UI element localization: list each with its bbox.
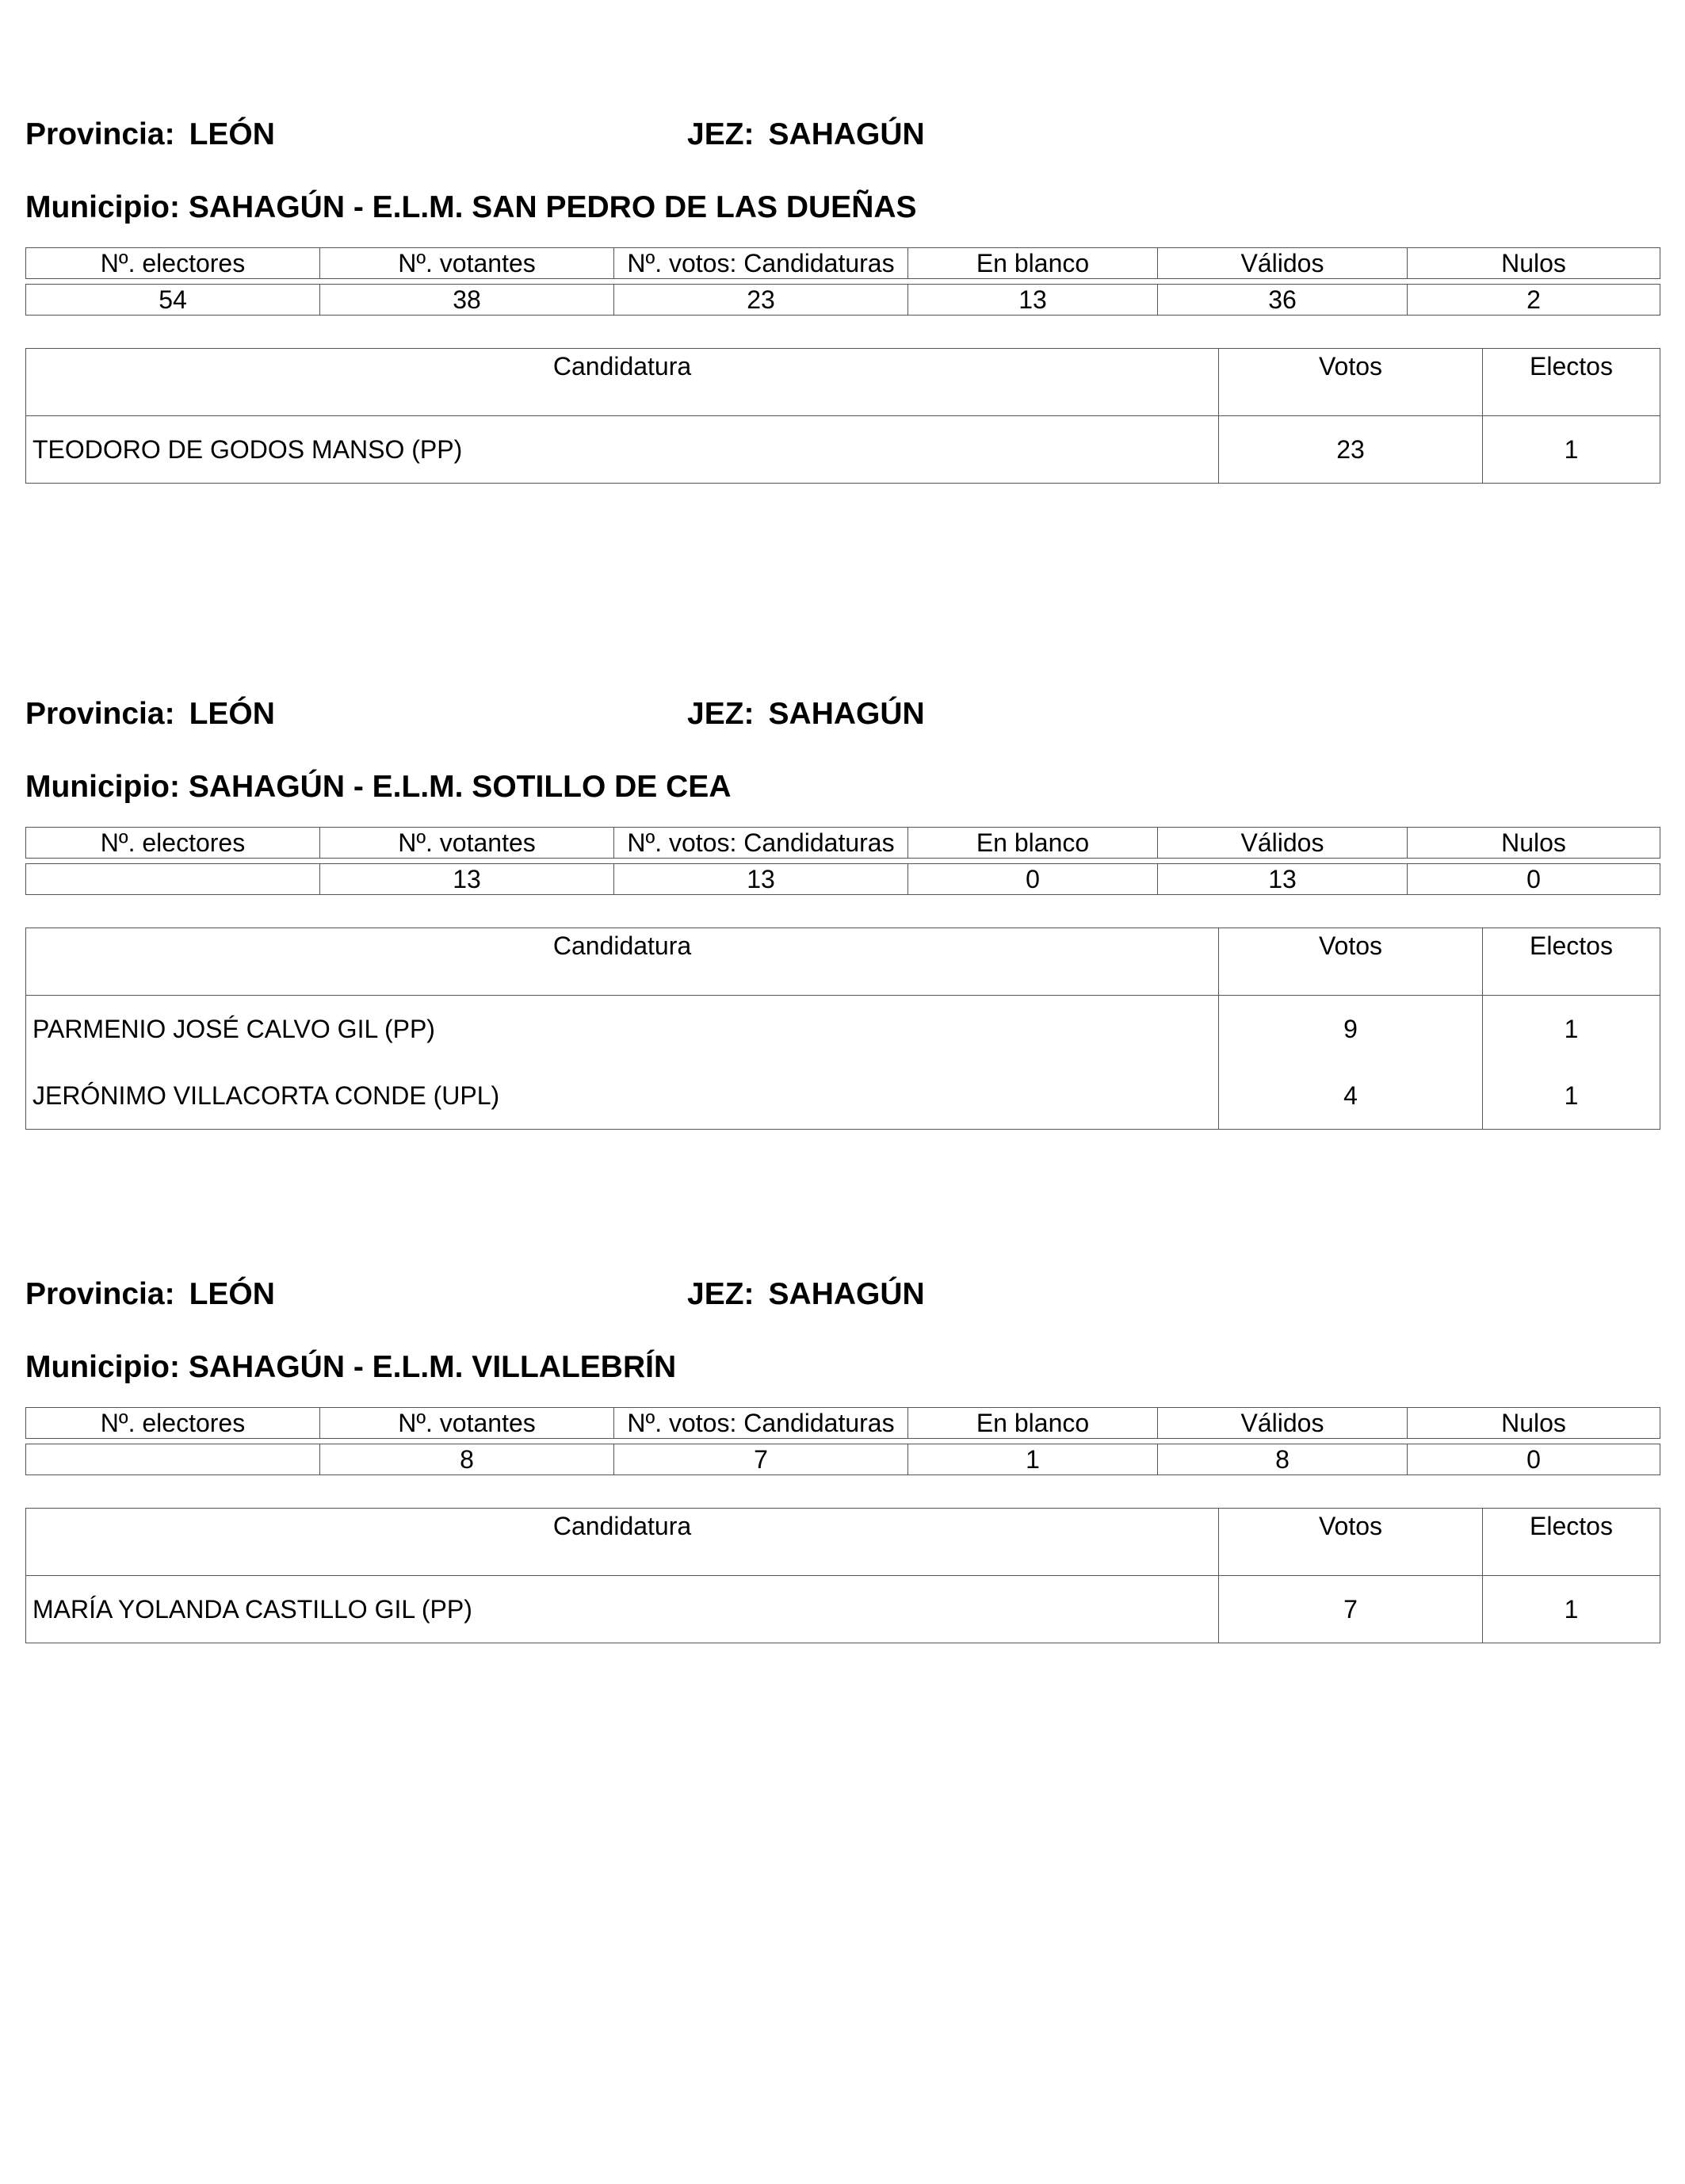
stats-header-votos-candidaturas: Nº. votos: Candidaturas — [614, 1408, 908, 1439]
stats-value-row — [26, 285, 1660, 316]
jez-label: JEZ: — [687, 697, 755, 731]
header-candidatura: Candidatura — [26, 928, 1219, 996]
stats-header-nulos: Nulos — [1408, 248, 1660, 279]
stats-value-row — [26, 1444, 1660, 1475]
municipio-label: Municipio: — [25, 1350, 180, 1384]
stats-table — [25, 827, 1660, 895]
stats-header-en-blanco: En blanco — [908, 828, 1158, 859]
stats-header-row — [26, 1408, 1660, 1439]
candidate-votos: 4 — [1219, 1062, 1483, 1130]
candidate-electos: 1 — [1483, 1062, 1660, 1130]
stats-validos: 36 — [1158, 285, 1408, 316]
jez-line — [687, 115, 925, 155]
candidates-table — [25, 1508, 1660, 1643]
jez-value: SAHAGÚN — [768, 697, 925, 731]
jez-label: JEZ: — [687, 1277, 755, 1311]
provincia-value: LEÓN — [189, 697, 275, 731]
stats-nulos: 0 — [1408, 1444, 1660, 1475]
provincia-label: Provincia: — [25, 117, 175, 151]
candidate-name: MARÍA YOLANDA CASTILLO GIL (PP) — [26, 1576, 1219, 1643]
jez-value: SAHAGÚN — [768, 117, 925, 151]
candidates-header-row — [26, 928, 1660, 996]
stats-header-row — [26, 828, 1660, 859]
jez-line — [687, 694, 925, 734]
header-electos: Electos — [1483, 1509, 1660, 1576]
header-votos: Votos — [1219, 349, 1483, 416]
header-candidatura: Candidatura — [26, 349, 1219, 416]
municipio-label: Municipio: — [25, 770, 180, 804]
stats-en-blanco: 13 — [908, 285, 1158, 316]
candidate-name: JERÓNIMO VILLACORTA CONDE (UPL) — [26, 1062, 1219, 1130]
stats-header-votos-candidaturas: Nº. votos: Candidaturas — [614, 828, 908, 859]
stats-table — [25, 247, 1660, 316]
provincia-label: Provincia: — [25, 697, 175, 731]
candidate-name: PARMENIO JOSÉ CALVO GIL (PP) — [26, 996, 1219, 1063]
stats-en-blanco: 1 — [908, 1444, 1158, 1475]
stats-nulos: 0 — [1408, 864, 1660, 895]
stats-header-votantes: Nº. votantes — [320, 248, 614, 279]
candidate-row — [26, 1576, 1660, 1643]
stats-header-electores: Nº. electores — [26, 248, 320, 279]
stats-table — [25, 1407, 1660, 1475]
stats-header-validos: Válidos — [1158, 1408, 1408, 1439]
stats-header-row — [26, 248, 1660, 279]
stats-validos: 8 — [1158, 1444, 1408, 1475]
candidate-name: TEODORO DE GODOS MANSO (PP) — [26, 416, 1219, 484]
municipio-value: SAHAGÚN - E.L.M. SOTILLO DE CEA — [188, 770, 732, 804]
stats-votantes: 8 — [320, 1444, 614, 1475]
candidate-votos: 7 — [1219, 1576, 1483, 1643]
stats-value-row — [26, 864, 1660, 895]
candidate-row — [26, 416, 1660, 484]
candidate-row — [26, 1062, 1660, 1130]
stats-header-validos: Válidos — [1158, 828, 1408, 859]
stats-electores — [26, 864, 320, 895]
candidates-table — [25, 348, 1660, 484]
header-electos: Electos — [1483, 928, 1660, 996]
stats-header-electores: Nº. electores — [26, 828, 320, 859]
provincia-line — [25, 115, 275, 155]
stats-header-votantes: Nº. votantes — [320, 828, 614, 859]
candidate-votos: 23 — [1219, 416, 1483, 484]
stats-validos: 13 — [1158, 864, 1408, 895]
municipio-line — [25, 767, 731, 807]
stats-votantes: 38 — [320, 285, 614, 316]
municipio-line — [25, 188, 917, 228]
stats-gap — [26, 279, 1660, 285]
stats-header-votos-candidaturas: Nº. votos: Candidaturas — [614, 248, 908, 279]
candidate-votos: 9 — [1219, 996, 1483, 1063]
stats-votos-candidaturas: 7 — [614, 1444, 908, 1475]
stats-electores — [26, 1444, 320, 1475]
stats-votos-candidaturas: 23 — [614, 285, 908, 316]
candidate-electos: 1 — [1483, 416, 1660, 484]
stats-votantes: 13 — [320, 864, 614, 895]
stats-header-validos: Válidos — [1158, 248, 1408, 279]
candidate-electos: 1 — [1483, 1576, 1660, 1643]
provincia-value: LEÓN — [189, 1277, 275, 1311]
jez-value: SAHAGÚN — [768, 1277, 925, 1311]
header-electos: Electos — [1483, 349, 1660, 416]
jez-label: JEZ: — [687, 117, 755, 151]
header-candidatura: Candidatura — [26, 1509, 1219, 1576]
stats-gap — [26, 859, 1660, 864]
candidate-row — [26, 996, 1660, 1063]
stats-nulos: 2 — [1408, 285, 1660, 316]
municipio-value: SAHAGÚN - E.L.M. VILLALEBRÍN — [188, 1350, 677, 1384]
stats-gap — [26, 1439, 1660, 1444]
provincia-line — [25, 694, 275, 734]
header-votos: Votos — [1219, 1509, 1483, 1576]
candidates-header-row — [26, 1509, 1660, 1576]
stats-en-blanco: 0 — [908, 864, 1158, 895]
municipio-line — [25, 1348, 676, 1387]
stats-header-en-blanco: En blanco — [908, 248, 1158, 279]
stats-header-nulos: Nulos — [1408, 828, 1660, 859]
candidates-table — [25, 928, 1660, 1130]
candidate-electos: 1 — [1483, 996, 1660, 1063]
header-votos: Votos — [1219, 928, 1483, 996]
stats-header-nulos: Nulos — [1408, 1408, 1660, 1439]
provincia-value: LEÓN — [189, 117, 275, 151]
candidates-header-row — [26, 349, 1660, 416]
stats-header-electores: Nº. electores — [26, 1408, 320, 1439]
municipio-label: Municipio: — [25, 190, 180, 224]
provincia-label: Provincia: — [25, 1277, 175, 1311]
stats-votos-candidaturas: 13 — [614, 864, 908, 895]
jez-line — [687, 1275, 925, 1314]
municipio-value: SAHAGÚN - E.L.M. SAN PEDRO DE LAS DUEÑAS — [188, 190, 917, 224]
stats-electores: 54 — [26, 285, 320, 316]
stats-header-en-blanco: En blanco — [908, 1408, 1158, 1439]
stats-header-votantes: Nº. votantes — [320, 1408, 614, 1439]
provincia-line — [25, 1275, 275, 1314]
